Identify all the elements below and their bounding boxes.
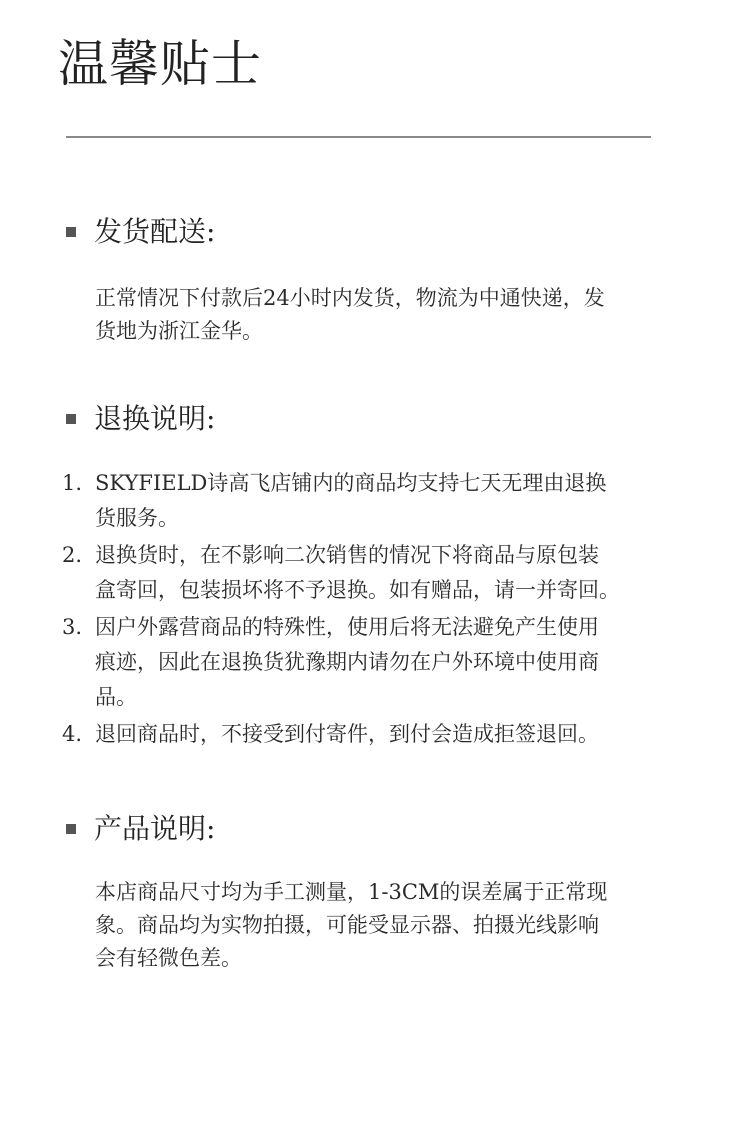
returns-section-heading (66, 399, 215, 439)
returns-heading-text: 退换说明: (94, 402, 216, 435)
square-bullet-icon (66, 824, 76, 834)
list-item-text: 退换货时，在不影响二次销售的情况下将商品与原包装 盒寄回，包装损坏将不予退换。如有赠品，请一并寄回。 (95, 543, 620, 602)
square-bullet-icon (66, 227, 76, 237)
square-bullet-icon (66, 414, 76, 424)
list-item-number: 1. (62, 471, 83, 495)
title-divider (66, 136, 651, 138)
list-item-text: 因户外露营商品的特殊性，使用后将无法避免产生使用 痕迹，因此在退换货犹豫期内请勿在户外环境中使用商 品。 (95, 615, 599, 709)
list-item-number: 3. (62, 615, 83, 639)
list-item-text: 退回商品时，不接受到付寄件，到付会造成拒签退回。 (95, 722, 599, 746)
list-item (62, 466, 662, 536)
list-item-number: 2. (62, 543, 83, 567)
list-item (62, 610, 662, 715)
list-item-number: 4. (62, 722, 83, 746)
product-section-heading (66, 809, 215, 849)
product-paragraph: 本店商品尺寸均为手工测量，1-3CM的误差属于正常现 象。商品均为实物拍摄，可能受显示器、拍摄光线影响 会有轻微色差。 (95, 880, 608, 970)
product-heading-text: 产品说明: (94, 812, 216, 845)
list-item (62, 538, 662, 608)
returns-list (62, 466, 662, 754)
shipping-section-heading (66, 212, 215, 252)
shipping-paragraph: 正常情况下付款后24小时内发货，物流为中通快递，发 货地为浙江金华。 (95, 286, 605, 343)
list-item-text: SKYFIELD诗高飞店铺内的商品均支持七天无理由退换 货服务。 (95, 471, 607, 530)
list-item (62, 717, 662, 752)
page-title: 温馨贴士 (58, 35, 262, 93)
shipping-heading-text: 发货配送: (94, 215, 216, 248)
